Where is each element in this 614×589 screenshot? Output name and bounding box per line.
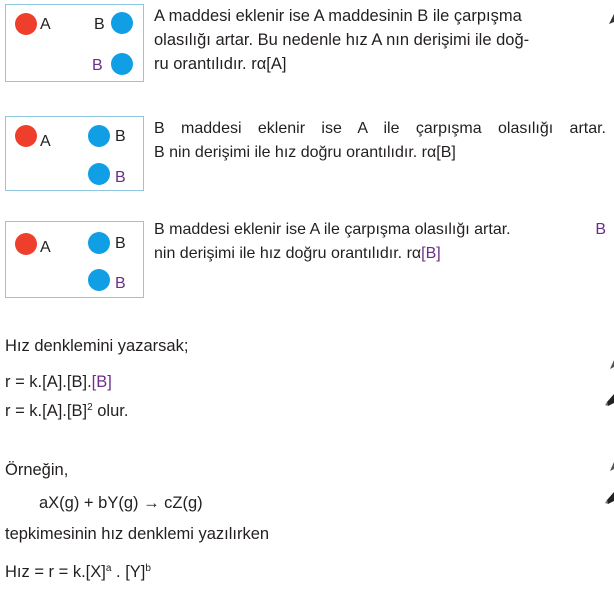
particle-box-b-added: [5, 116, 144, 191]
text-line: nin derişimi ile hız doğru orantılıdır. rα: [154, 245, 422, 262]
particle-label-b: B: [115, 235, 126, 252]
text-line: ru orantılıdır. rα[A]: [154, 55, 287, 73]
blue-particle: [88, 163, 110, 185]
exponent-b: b: [145, 563, 151, 574]
text-line: A maddesi eklenir ise A maddesinin B ile çarpışma: [154, 7, 522, 25]
reaction-note: tepkimesinin hız denklemi yazılırken: [5, 525, 270, 543]
particle-box-b-added-again: [5, 221, 144, 298]
particle-box-a-added: [5, 4, 144, 82]
rate-equation-mid: . [Y]: [111, 563, 146, 581]
reaction-equation: aX(g) + bY(g) → cZ(g): [39, 494, 203, 512]
section-heading: Hız denklemini yazarsak;: [5, 337, 189, 355]
rate-equation-final: [5, 563, 151, 582]
example-label: Örneğin,: [5, 461, 69, 479]
rate-equation-highlight: [B]: [91, 373, 112, 391]
rate-equation-main: r = k.[A].[B]: [5, 402, 88, 420]
particle-label-b: B: [115, 128, 126, 145]
pencil-icon: [609, 360, 614, 369]
text-line: B maddesi eklenir ise A ile çarpışma olasılığı artar.: [154, 221, 511, 238]
particle-label-b: B: [115, 275, 126, 292]
pencil-icon: [605, 492, 614, 504]
red-particle: [15, 13, 37, 35]
particle-label-b: B: [94, 16, 105, 33]
particle-label-a: A: [40, 133, 51, 150]
rate-equation-tail: olur.: [92, 402, 129, 420]
explanation-b-added: [154, 117, 610, 165]
exponent: 2: [87, 402, 93, 413]
highlight-b: B: [595, 221, 606, 238]
exponent-a: a: [105, 563, 112, 574]
pencil-icon: [609, 462, 614, 471]
highlight-concentration-b: [B]: [421, 245, 441, 262]
blue-particle: [88, 269, 110, 291]
text-line: olasılığı artar. Bu nedenle hız A nın derişimi ile doğ-: [154, 31, 530, 49]
text-line: B maddesi eklenir ise A ile çarpışma olasılığı artar.: [154, 120, 606, 137]
red-particle: [15, 233, 37, 255]
rate-equation-main: Hız = r = k.[X]: [5, 563, 106, 581]
rate-equation-2: [5, 402, 128, 421]
particle-label-b: B: [92, 57, 103, 74]
text-line: B nin derişimi ile hız doğru orantılıdır. rα[B]: [154, 144, 456, 161]
explanation-b-added-again: [154, 218, 610, 266]
blue-particle: [88, 125, 110, 147]
particle-label-a: A: [40, 239, 51, 256]
pencil-icon: [605, 394, 614, 406]
pencil-icon: [608, 14, 614, 24]
rate-equation-main: r = k.[A].[B].: [5, 373, 92, 391]
blue-particle: [111, 53, 133, 75]
blue-particle: [111, 12, 133, 34]
rate-equation-1: [5, 373, 112, 392]
particle-label-a: A: [40, 16, 51, 33]
explanation-a-added: [154, 4, 604, 76]
red-particle: [15, 125, 37, 147]
blue-particle: [88, 232, 110, 254]
particle-label-b: B: [115, 169, 126, 186]
